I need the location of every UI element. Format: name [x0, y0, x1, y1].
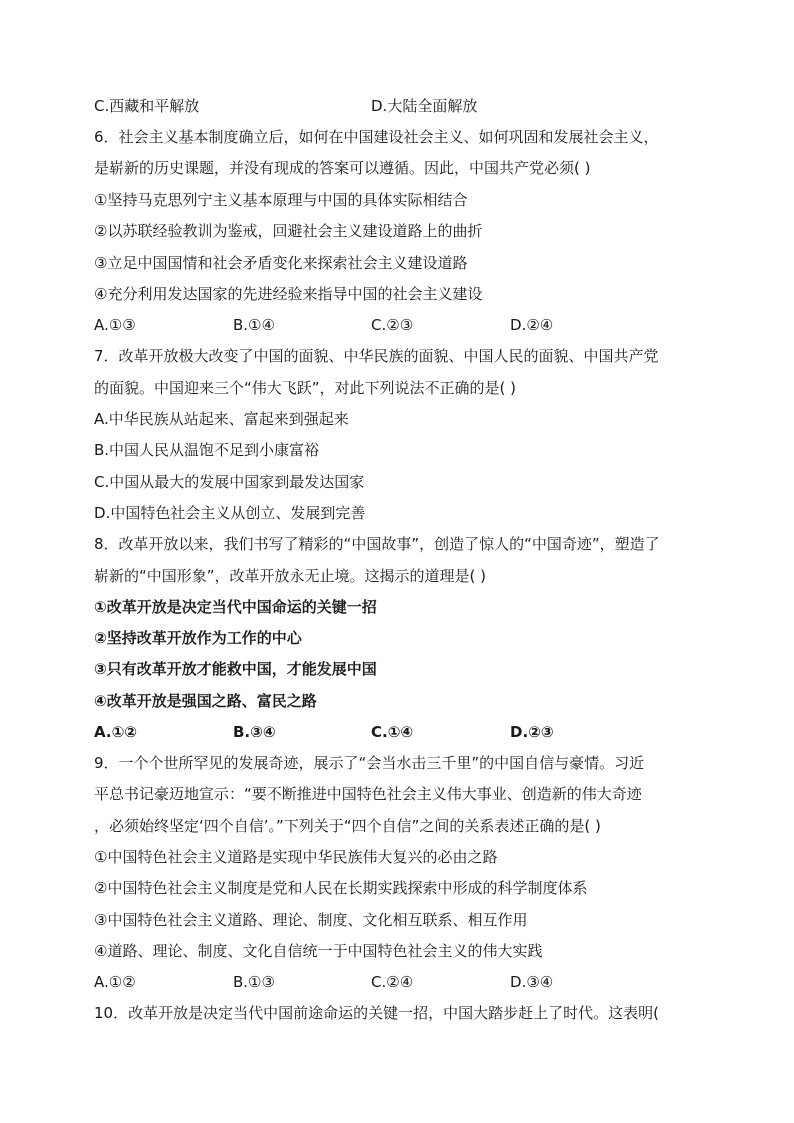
- q6-statement-4: ④充分利用发达国家的先进经验来指导中国的社会主义建设: [94, 285, 483, 303]
- q6-stem-line-2: 是崭新的历史课题，并没有现成的答案可以遵循。因此，中国共产党必须( ): [94, 159, 591, 177]
- q8-stem-line-2: 崭新的“中国形象”，改革开放永无止境。这揭示的道理是( ): [94, 567, 487, 585]
- q9-statement-4: ④道路、理论、制度、文化自信统一于中国特色社会主义的伟大实践: [94, 942, 543, 960]
- q8-option-c: C.①④: [371, 723, 414, 741]
- q7-option-a: A.中华民族从站起来、富起来到强起来: [94, 410, 349, 428]
- q8-option-a: A.①②: [94, 723, 137, 741]
- q6-option-b: B.①④: [233, 316, 275, 334]
- q6-option-d: D.②④: [510, 316, 554, 334]
- q9-option-b: B.①③: [233, 973, 275, 991]
- q6-stem-line-1: 6．社会主义基本制度确立后，如何在中国建设社会主义、如何巩固和发展社会主义，: [94, 128, 659, 146]
- q8-statement-4: ④改革开放是强国之路、富民之路: [94, 692, 317, 710]
- q5-option-d: D.大陆全面解放: [371, 97, 478, 115]
- q9-stem-line-2: 平总书记豪迈地宣示：“要不断推进中国特色社会主义伟大事业、创造新的伟大奇迹: [94, 785, 642, 803]
- q7-option-c: C.中国从最大的发展中国家到最发达国家: [94, 473, 365, 491]
- q6-statement-3: ③立足中国国情和社会矛盾变化来探索社会主义建设道路: [94, 254, 468, 272]
- q6-option-c: C.②③: [371, 316, 414, 334]
- q6-statement-2: ②以苏联经验教训为鉴戒，回避社会主义建设道路上的曲折: [94, 222, 483, 240]
- q7-stem-line-2: 的面貌。中国迎来三个“伟大飞跃”，对此下列说法不正确的是( ): [94, 379, 517, 397]
- q7-option-d: D.中国特色社会主义从创立、发展到完善: [94, 504, 366, 522]
- q9-statement-1: ①中国特色社会主义道路是实现中华民族伟大复兴的必由之路: [94, 848, 498, 866]
- q9-stem-line-1: 9．一个个世所罕见的发展奇迹，展示了“会当水击三千里”的中国自信与豪情。习近: [94, 754, 645, 772]
- q9-option-d: D.③④: [510, 973, 554, 991]
- q9-option-a: A.①②: [94, 973, 136, 991]
- q8-statement-3: ③只有改革开放才能救中国，才能发展中国: [94, 660, 377, 678]
- q6-statement-1: ①坚持马克思列宁主义基本原理与中国的具体实际相结合: [94, 191, 468, 209]
- q7-stem-line-1: 7．改革开放极大改变了中国的面貌、中华民族的面貌、中国人民的面貌、中国共产党: [94, 347, 659, 365]
- q6-option-a: A.①③: [94, 316, 136, 334]
- q5-option-c: C.西藏和平解放: [94, 97, 200, 115]
- q7-option-b: B.中国人民从温饱不足到小康富裕: [94, 441, 320, 459]
- q8-stem-line-1: 8．改革开放以来，我们书写了精彩的“中国故事”，创造了惊人的“中国奇迹”，塑造了: [94, 535, 660, 553]
- q9-option-c: C.②④: [371, 973, 414, 991]
- q9-stem-line-3: ，必须始终坚定‘四个自信’。”下列关于“四个自信”之间的关系表述正确的是( ): [94, 817, 601, 835]
- q9-statement-3: ③中国特色社会主义道路、理论、制度、文化相互联系、相互作用: [94, 911, 528, 929]
- q8-option-d: D.②③: [510, 723, 554, 741]
- q8-statement-1: ①改革开放是决定当代中国命运的关键一招: [94, 598, 377, 616]
- q8-statement-2: ②坚持改革开放作为工作的中心: [94, 629, 302, 647]
- q8-option-b: B.③④: [233, 723, 276, 741]
- q10-stem-line-1: 10．改革开放是决定当代中国前途命运的关键一招，中国大踏步赶上了时代。这表明(: [94, 1004, 659, 1022]
- q9-statement-2: ②中国特色社会主义制度是党和人民在长期实践探索中形成的科学制度体系: [94, 879, 588, 897]
